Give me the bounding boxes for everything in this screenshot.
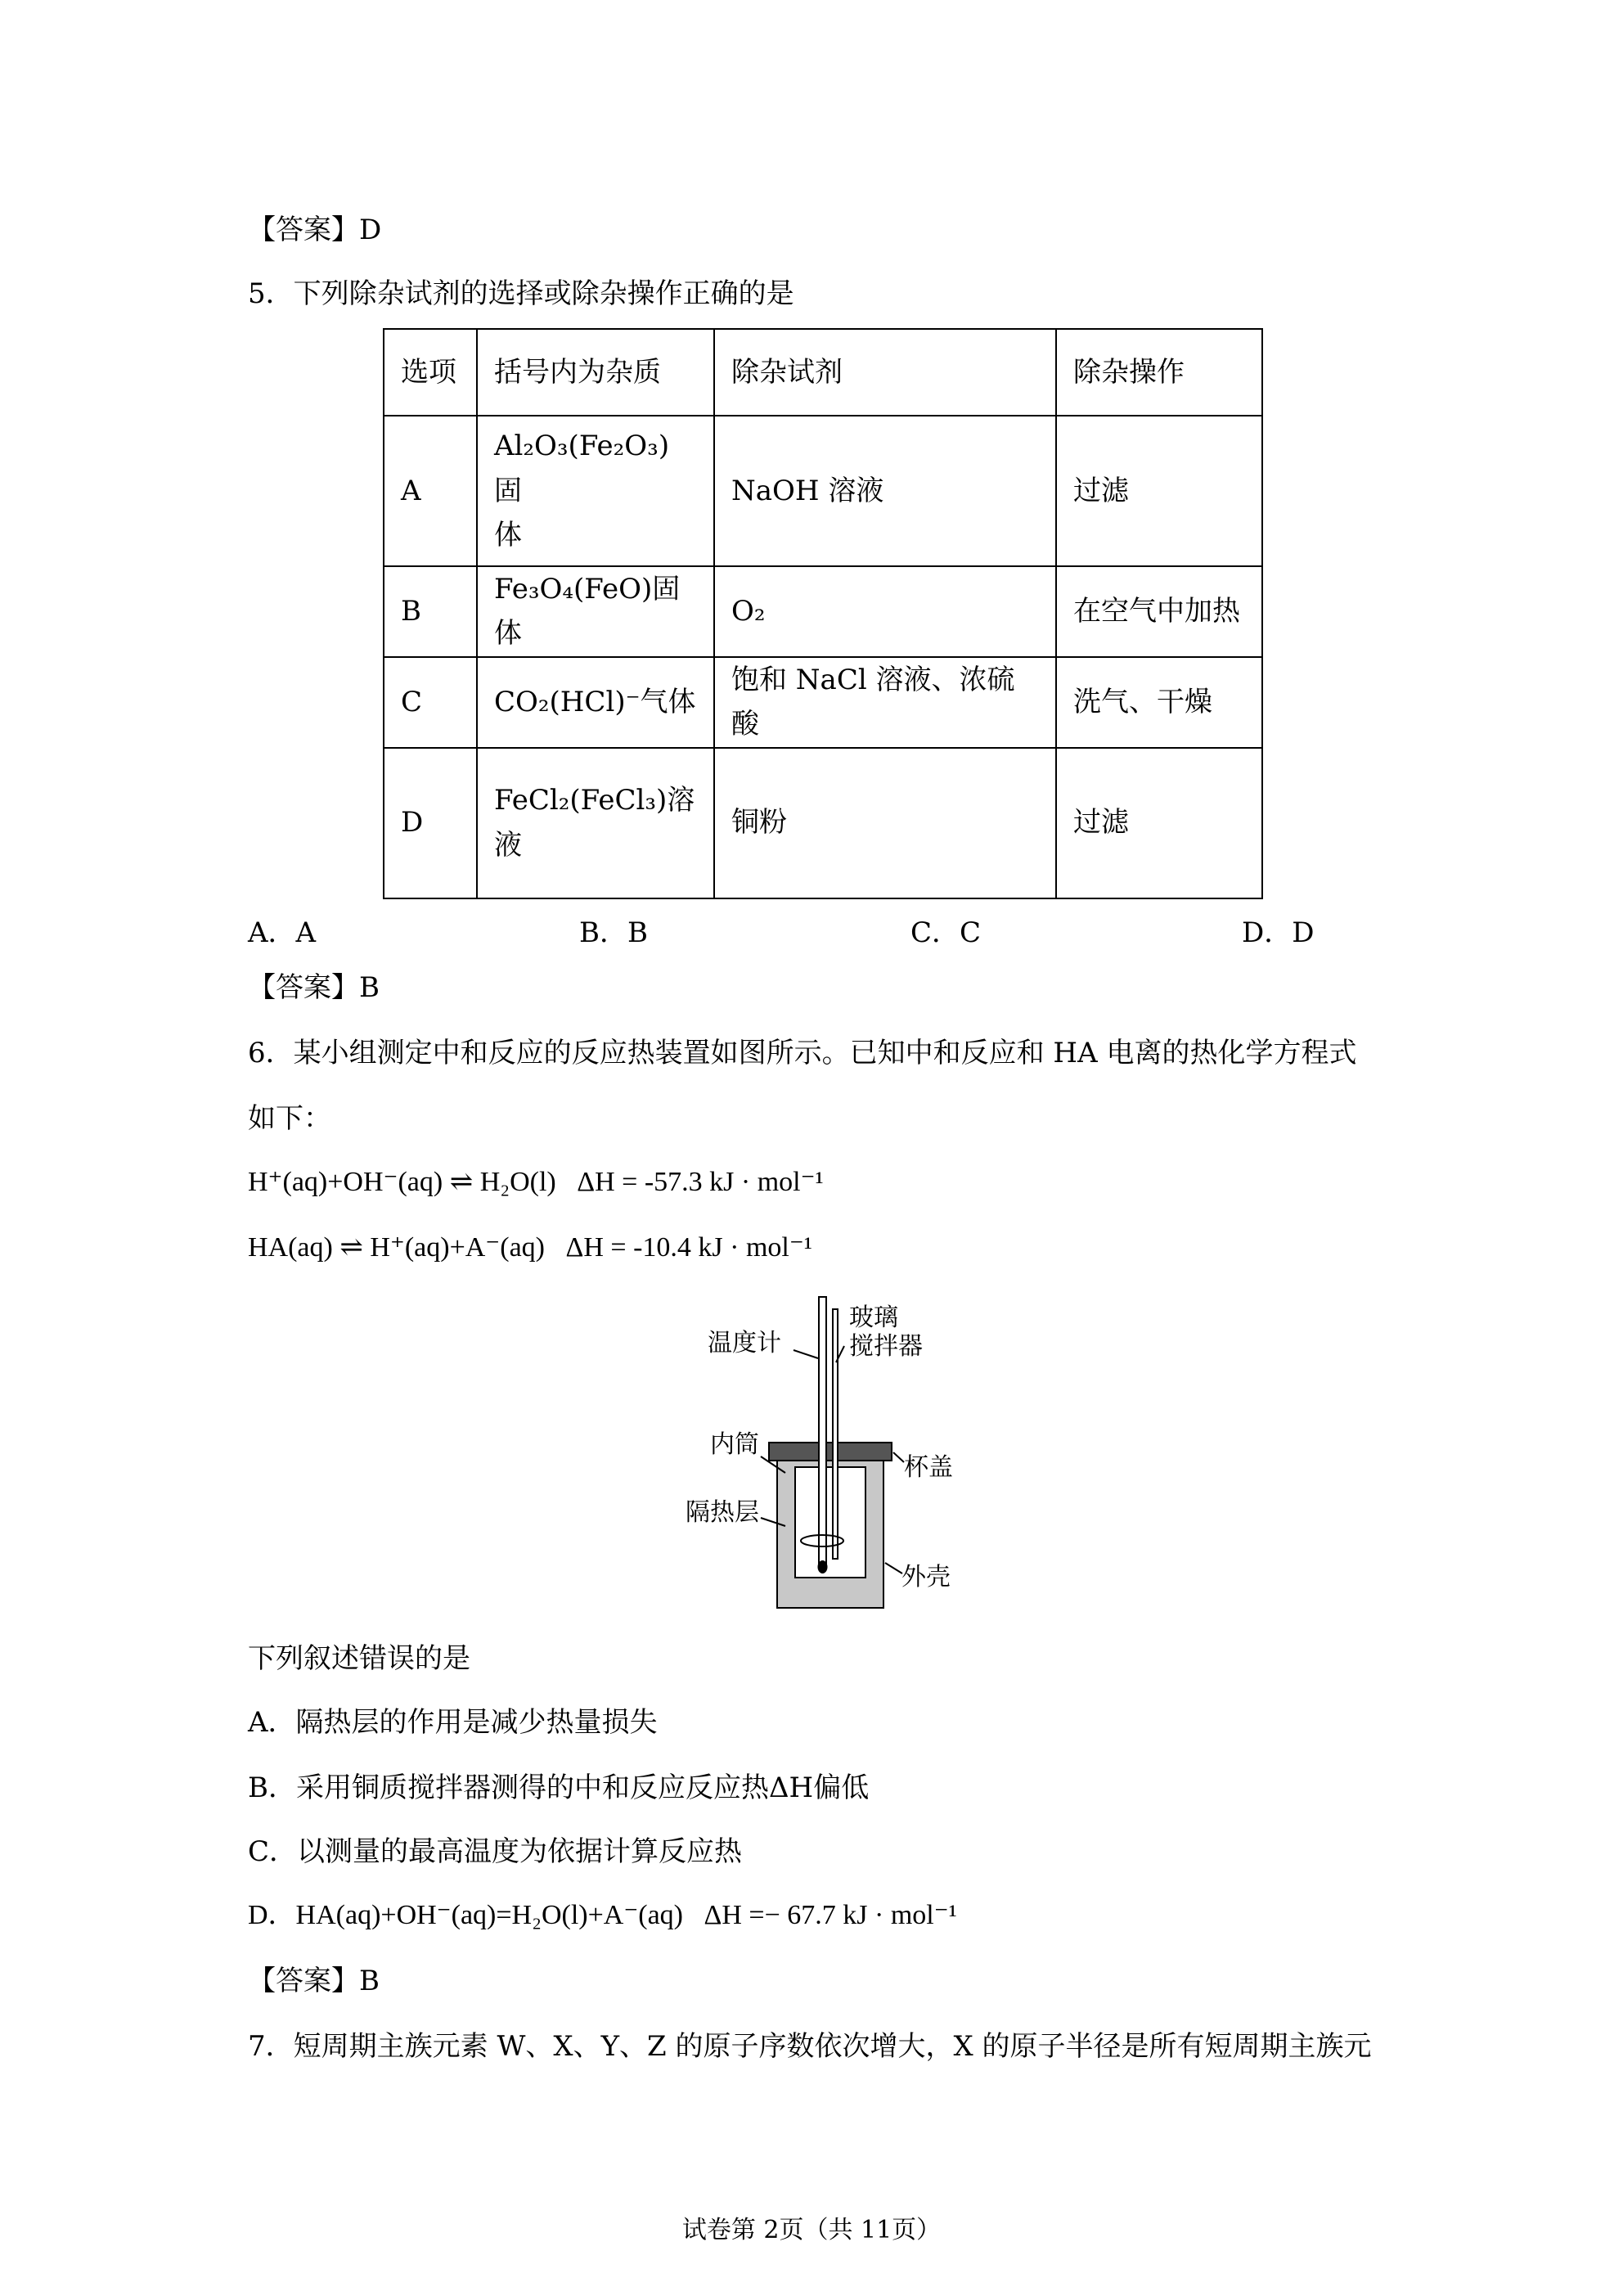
q6-answer: 【答案】B	[248, 1965, 380, 1997]
q6-option-d: D．HA(aq)+OH⁻(aq)=H₂O(l)+A⁻(aq) ΔH =− 67.7 kJ · mol⁻¹	[248, 1900, 957, 1930]
thermometer	[819, 1297, 826, 1567]
table-cell-option: C	[384, 657, 477, 748]
q5-stem: 5．下列除杂试剂的选择或除杂操作正确的是	[248, 277, 794, 310]
choice-b: B．B	[579, 916, 648, 949]
table-row	[384, 416, 1262, 566]
page-footer: 试卷第 2页（共 11页）	[681, 2216, 942, 2244]
table-cell-operation: 洗气、干燥	[1056, 657, 1262, 748]
table-row	[384, 566, 1262, 657]
q6-equation-1: H⁺(aq)+OH⁻(aq) ⇌ H₂O(l) ΔH = -57.3 kJ · mol⁻¹	[248, 1167, 824, 1197]
impurity-line: 液	[494, 828, 522, 862]
table-cell-reagent: 饱和 NaCl 溶液、浓硫酸	[714, 657, 1056, 748]
table-cell-impurity: CO₂(HCl)⁻气体	[477, 657, 714, 748]
table-cell-reagent: 铜粉	[714, 748, 1056, 898]
table-cell-option: B	[384, 566, 477, 657]
q5-table	[383, 328, 1263, 899]
label-thermometer: 温度计	[708, 1329, 781, 1357]
table-row	[384, 657, 1262, 748]
table-cell-impurity	[477, 416, 714, 566]
table-header: 除杂操作	[1056, 329, 1262, 416]
q6-option-b: B．采用铜质搅拌器测得的中和反应反应热ΔH偏低	[248, 1772, 870, 1804]
table-header: 除杂试剂	[714, 329, 1056, 416]
q6-stem-line2: 如下：	[248, 1102, 331, 1135]
table-cell-operation: 过滤	[1056, 416, 1262, 566]
table-cell-reagent: O₂	[714, 566, 1056, 657]
q6-equation-2: HA(aq) ⇌ H⁺(aq)+A⁻(aq) ΔH = -10.4 kJ · mol⁻¹	[248, 1232, 812, 1263]
label-lid: 杯盖	[904, 1453, 953, 1482]
table-cell-impurity	[477, 748, 714, 898]
calorimeter-diagram	[671, 1281, 982, 1616]
table-cell-impurity: Fe₃O₄(FeO)固体	[477, 566, 714, 657]
table-cell-option: D	[384, 748, 477, 898]
table-header: 选项	[384, 329, 477, 416]
choice-d: D．D	[1242, 916, 1315, 949]
choice-a: A．A	[248, 916, 317, 949]
table-cell-operation: 过滤	[1056, 748, 1262, 898]
glass-stirrer	[833, 1309, 838, 1559]
q6-option-c: C．以测量的最高温度为依据计算反应热	[248, 1835, 743, 1868]
answer-prev: 【答案】D	[248, 214, 382, 246]
lid	[769, 1443, 892, 1461]
inner-cup	[795, 1467, 865, 1578]
q5-answer: 【答案】B	[248, 971, 380, 1004]
choice-c: C．C	[910, 916, 982, 949]
table-row	[384, 748, 1262, 898]
label-shell: 外壳	[901, 1563, 951, 1591]
q6-prompt: 下列叙述错误的是	[248, 1642, 470, 1675]
impurity-line: Al₂O₃(Fe₂O₃)固	[494, 430, 670, 507]
q6-stem-line1: 6．某小组测定中和反应的反应热装置如图所示。已知中和反应和 HA 电离的热化学方程式	[248, 1037, 1357, 1069]
table-cell-operation: 在空气中加热	[1056, 566, 1262, 657]
impurity-line: 体	[494, 519, 522, 552]
table-header: 括号内为杂质	[477, 329, 714, 416]
label-stirrer-1: 玻璃	[849, 1303, 898, 1332]
table-header-row	[384, 329, 1262, 416]
label-insulation: 隔热层	[686, 1498, 759, 1527]
label-inner-cup: 内筒	[710, 1430, 759, 1459]
q6-option-a: A．隔热层的作用是减少热量损失	[248, 1706, 658, 1739]
thermometer-bulb	[818, 1560, 828, 1573]
q7-stem-line1: 7．短周期主族元素 W、X、Y、Z 的原子序数依次增大，X 的原子半径是所有短周期主族元	[248, 2030, 1372, 2063]
table-cell-option: A	[384, 416, 477, 566]
label-stirrer-2: 搅拌器	[849, 1332, 923, 1361]
impurity-line: FeCl₂(FeCl₃)溶	[494, 784, 695, 817]
table-cell-reagent: NaOH 溶液	[714, 416, 1056, 566]
